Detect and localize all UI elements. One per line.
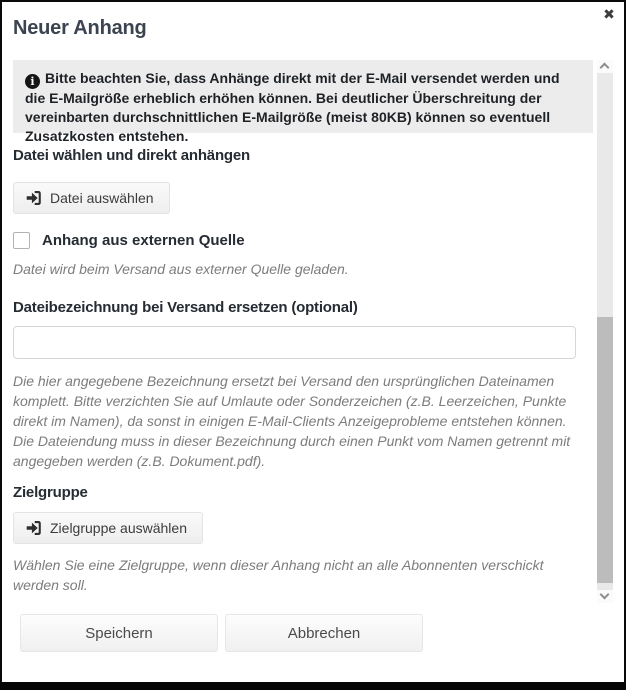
page-bottom-bar [0,682,626,690]
choose-target-group-button[interactable] [13,512,203,544]
dialog-title: Neuer Anhang [13,17,147,39]
filename-section-heading: Dateibezeichnung bei Versand ersetzen (optional) [13,299,358,316]
scrollbar-up-button[interactable] [597,60,613,73]
sign-in-icon [25,190,42,206]
info-box [13,60,593,144]
info-circle-icon: i [25,74,40,89]
external-source-checkbox[interactable] [13,232,30,249]
dialog-content-scroll-area [13,60,593,603]
scrollbar-down-button[interactable] [597,590,613,603]
choose-file-button-label: Datei auswählen [50,190,154,206]
chevron-down-icon [600,590,610,600]
filename-help-text: Die hier angegebene Bezeichnung ersetzt bei Versand den ursprünglichen Dateinamen komplett. Bitte verzichten Sie auf Umlaute oder Sonderzeichen (z.B. Leerzeichen, Punkte direkt im Namen), da sonst in einigen E-Mail-Clients Anzeigeprobleme entstehen können. Die Dateiendung muss in dieser Bezeichnung durch einen Punkt vom Namen getrennt mit angegeben werden (z.B. Dokument.pdf). [13,373,571,469]
sign-in-icon [25,520,42,536]
target-group-help-text: Wählen Sie eine Zielgruppe, wenn dieser Anhang nicht an alle Abonnenten verschickt werden soll. [13,557,544,593]
file-section-heading: Datei wählen und direkt anhängen [13,147,250,164]
scrollbar-thumb[interactable] [597,317,613,583]
target-group-heading: Zielgruppe [13,484,88,501]
chevron-up-icon [600,63,610,73]
choose-target-group-button-label: Zielgruppe auswählen [50,520,187,536]
external-source-help-text: Datei wird beim Versand aus externer Quelle geladen. [13,261,349,277]
cancel-button[interactable]: Abbrechen [225,614,423,652]
filename-input[interactable] [13,326,576,359]
external-source-row [13,232,245,249]
new-attachment-dialog [2,2,624,682]
choose-file-button[interactable] [13,182,170,214]
close-icon: ✖ [603,7,615,23]
vertical-scrollbar[interactable] [597,60,613,603]
external-source-checkbox-label: Anhang aus externen Quelle [42,232,245,249]
info-box-text: Bitte beachten Sie, dass Anhänge direkt mit der E-Mail versendet werden und die E-Mailgröße erheblich erhöhen können. Bei deutlicher Überschreitung der vereinbarten durchschnittlichen E-Mailgröße (meist 80KB) können so eventuell Zusatzkosten entstehen. [25,70,560,144]
dialog-footer [20,614,423,652]
close-button[interactable] [599,5,619,25]
save-button[interactable]: Speichern [20,614,218,652]
